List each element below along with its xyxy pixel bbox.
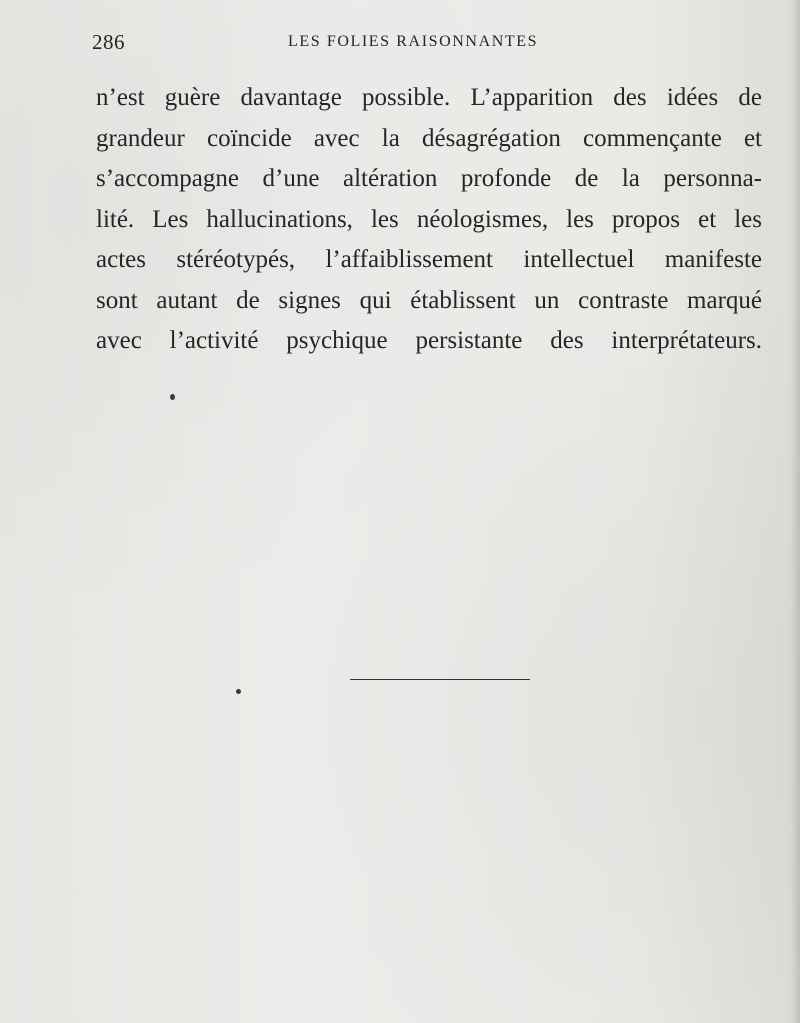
- page-edge-shadow: [790, 0, 800, 1023]
- text-line: grandeur coïncide avec la désagrégation commençante et: [96, 124, 762, 152]
- section-end-rule: [350, 679, 530, 680]
- page-number: 286: [92, 30, 125, 54]
- text-line: s’accompagne d’une altération profonde de la personna-: [96, 165, 762, 192]
- text-line: lité. Les hallucinations, les néologismes, les propos et les: [96, 205, 762, 233]
- running-head: [92, 30, 760, 60]
- text-line: actes stéréotypés, l’affaiblissement intellectuel manifeste: [96, 246, 762, 273]
- ink-speck: [170, 394, 175, 400]
- text-line: n’est guère davantage possible. L’apparition des idées de: [96, 84, 762, 111]
- text-line: sont autant de signes qui établissent un contraste marqué: [96, 286, 762, 314]
- body-paragraph: [96, 78, 762, 362]
- ink-speck: [236, 689, 241, 694]
- running-title: LES FOLIES RAISONNANTES: [288, 33, 539, 50]
- text-line: avec l’activité psychique persistante des interprétateurs.: [96, 327, 762, 354]
